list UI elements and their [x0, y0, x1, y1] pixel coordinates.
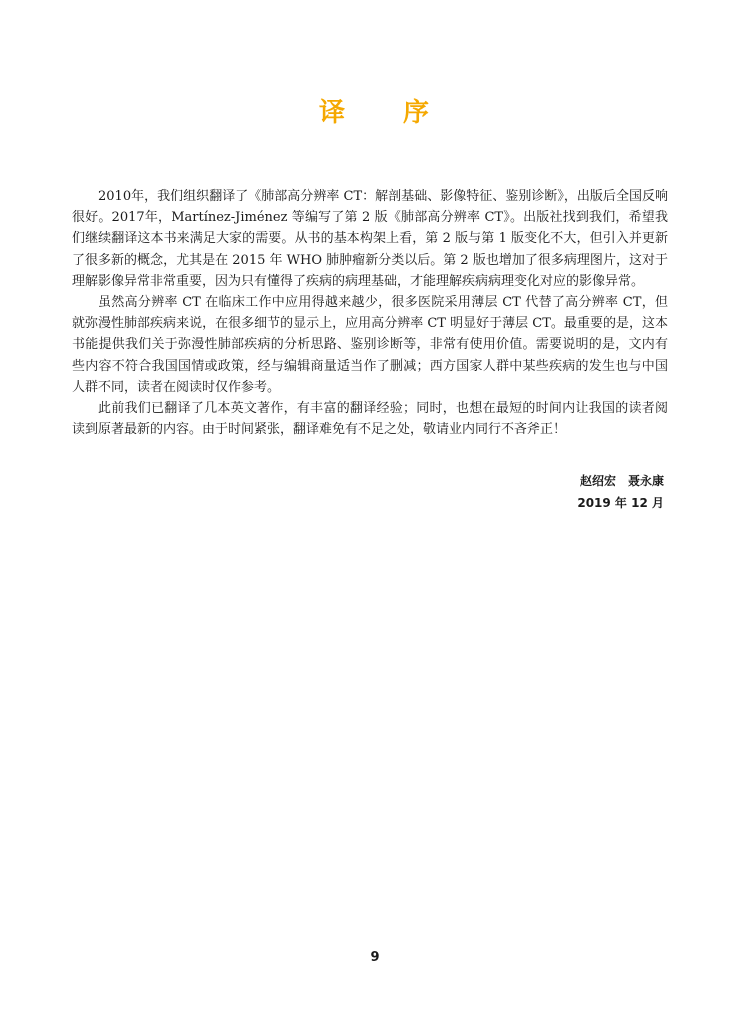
translator-names: 赵绍宏 聂永康	[579, 474, 664, 488]
title-char-1: 译	[318, 98, 347, 128]
paragraph-2: 虽然高分辨率 CT 在临床工作中应用得越来越少，很多医院采用薄层 CT 代替了高分辨率 CT，但就弥漫性肺部疾病来说，在很多细节的显示上，应用高分辨率 CT 明显好于薄层 CT。最重要的是，这本书能提供我们关于弥漫性肺部疾病的分析思路、鉴别诊断等，非常有使用价值。需要说明的是，文内有些内容不符合我国国情或政策，经与编辑商量适当作了删减；西方国家人群中某些疾病的发生也与中国人群不同，读者在阅读时仅作参考。	[72, 295, 668, 395]
page-title	[0, 92, 750, 129]
title-char-2: 序	[403, 98, 432, 128]
preface-body	[72, 186, 668, 440]
page-number: 9	[370, 950, 380, 965]
paragraph-1: 2010年，我们组织翻译了《肺部高分辨率 CT：解剖基础、影像特征、鉴别诊断》，出版后全国反响很好。2017年，Martínez-Jiménez 等编写了第 2 版《肺部高分辨率 CT》。出版社找到我们，希望我们继续翻译这本书来满足大家的需要。从书的基本构架上看，第 2 版与第 1 版变化不大，但引入并更新了很多新的概念，尤其是在 2015 年 WHO 肺肿瘤新分类以后。第 2 版也增加了很多病理图片，这对于理解影像异常非常重要，因为只有懂得了疾病的病理基础，才能理解疾病病理变化对应的影像异常。	[72, 189, 668, 289]
signature-date: 2019 年 12 月	[577, 496, 664, 510]
paragraph-3: 此前我们已翻译了几本英文著作，有丰富的翻译经验；同时，也想在最短的时间内让我国的读者阅读到原著最新的内容。由于时间紧张，翻译难免有不足之处，敬请业内同行不吝斧正！	[72, 401, 668, 438]
signature-block	[577, 470, 664, 514]
